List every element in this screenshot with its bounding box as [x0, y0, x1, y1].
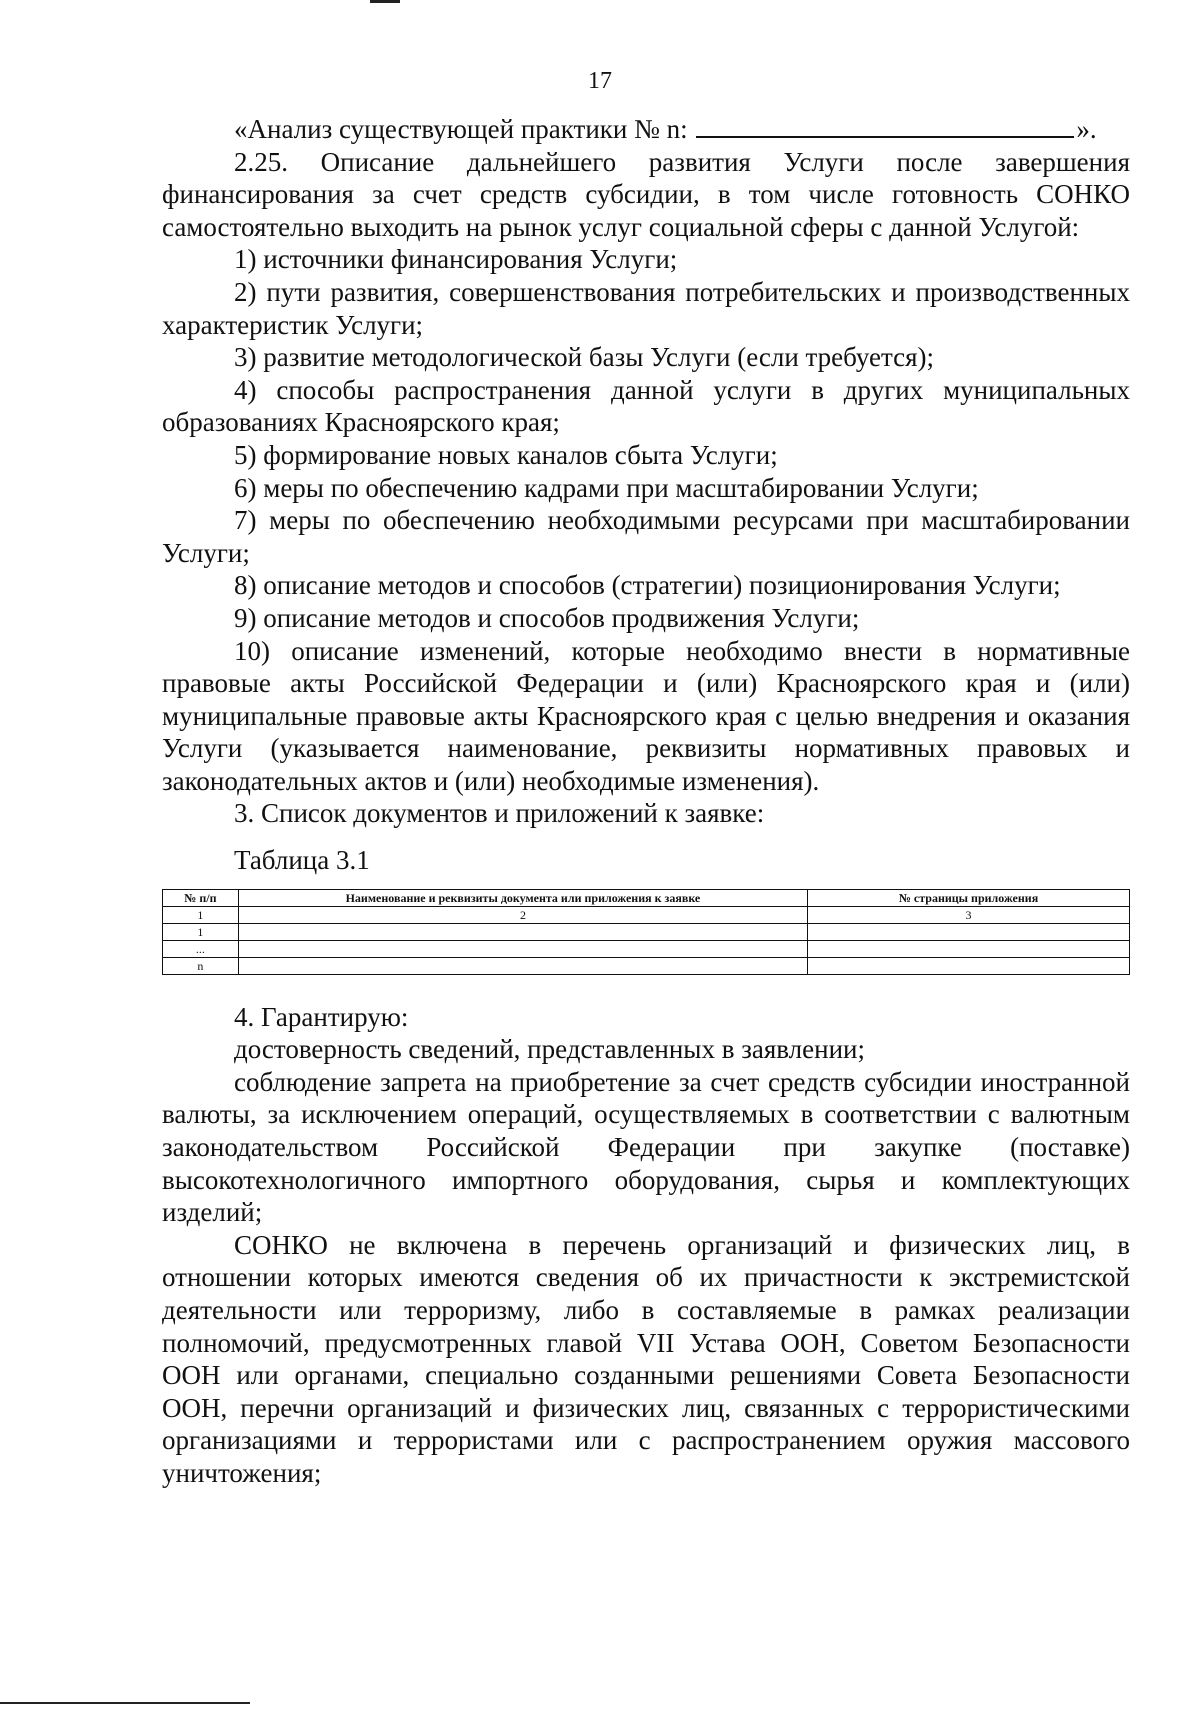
- list-item-5: 5) формирование новых каналов сбыта Услуги;: [234, 439, 778, 470]
- table-number-row: [163, 906, 1130, 923]
- table-cell: [808, 957, 1130, 974]
- table-row: [163, 940, 1130, 957]
- practice-analysis-line: [162, 113, 1130, 146]
- table-cell: ...: [163, 940, 239, 957]
- practice-name-blank: [696, 114, 1074, 138]
- scan-mark: [370, 0, 400, 3]
- table-header-row: [163, 889, 1130, 906]
- table-cell: [238, 923, 807, 940]
- list-item-8: 8) описание методов и способов (стратегии) позиционирования Услуги;: [234, 570, 1061, 601]
- table-caption: Таблица 3.1: [234, 845, 370, 876]
- document-body: [162, 113, 1130, 1490]
- list-item-6: 6) меры по обеспечению кадрами при масштабировании Услуги;: [234, 472, 979, 503]
- list-item-10: 10) описание изменений, которые необходимо внести в нормативные правовые акты Российской Федерации и (или) Красноярского края и (или) муниципальные правовые акты Красноярского края с целью внедрения и оказания Услуги (указывается наименование, реквизиты нормативных правовых и законодательных актов и (или) необходимые изменения).: [162, 635, 1130, 796]
- table-header-page: № страницы приложения: [808, 889, 1130, 906]
- list-item-1: 1) источники финансирования Услуги;: [234, 244, 678, 275]
- guarantee-currency: соблюдение запрета на приобретение за счет средств субсидии иностранной валюты, за исключением операций, осуществляемых в соответствии с валютным законодательством Российской Федерации при закупке (поставке) высокотехнологичного импортного оборудования, сырья и комплектующих изделий;: [162, 1066, 1130, 1228]
- list-item-7: 7) меры по обеспечению необходимыми ресурсами при масштабировании Услуги;: [162, 505, 1130, 568]
- list-item-3: 3) развитие методологической базы Услуги (если требуется);: [234, 342, 935, 373]
- documents-table: [162, 889, 1130, 975]
- page-number: 17: [588, 68, 612, 94]
- table-header-name: Наименование и реквизиты документа или приложения к заявке: [238, 889, 807, 906]
- guarantee-terrorism: СОНКО не включена в перечень организаций и физических лиц, в отношении которых имеются сведения об их причастности к экстремистской деятельности или терроризму, либо в составляемые в рамках реализации полномочий, предусмотренных главой VII Устава ООН, Советом Безопасности ООН или органами, специально созданными решениями Совета Безопасности ООН, перечни организаций и физических лиц, связанных с террористическими организациями и террористами или с распространением оружия массового уничтожения;: [162, 1229, 1130, 1488]
- list-item-9: 9) описание методов и способов продвижения Услуги;: [234, 602, 860, 633]
- table-header-number: № п/п: [163, 889, 239, 906]
- table-cell: [808, 923, 1130, 940]
- section-3-heading: 3. Список документов и приложений к заявке:: [234, 798, 765, 829]
- guarantee-reliability: достоверность сведений, представленных в заявлении;: [234, 1034, 865, 1065]
- table-cell: [238, 940, 807, 957]
- table-cell: [238, 957, 807, 974]
- table-cell: n: [163, 957, 239, 974]
- table-row: [163, 957, 1130, 974]
- table-cell: 1: [163, 923, 239, 940]
- practice-analysis-label: «Анализ существующей практики № n:: [234, 114, 688, 144]
- section-4-heading: 4. Гарантирую:: [234, 1001, 409, 1032]
- table-cell: [808, 940, 1130, 957]
- list-item-4: 4) способы распространения данной услуги в других муниципальных образованиях Красноярского края;: [162, 374, 1130, 438]
- table-row: [163, 923, 1130, 940]
- table-cell: 2: [238, 906, 807, 923]
- table-cell: 3: [808, 906, 1130, 923]
- table-cell: 1: [163, 906, 239, 923]
- list-item-2: 2) пути развития, совершенствования потребительских и производственных характеристик Услуги;: [162, 276, 1130, 340]
- paragraph-2-25: 2.25. Описание дальнейшего развития Услуги после завершения финансирования за счет средств субсидии, в том числе готовность СОНКО самостоятельно выходить на рынок услуг социальной сферы с данной Услугой:: [162, 146, 1130, 242]
- scan-mark: [0, 1702, 250, 1704]
- practice-analysis-suffix: ».: [1076, 114, 1097, 144]
